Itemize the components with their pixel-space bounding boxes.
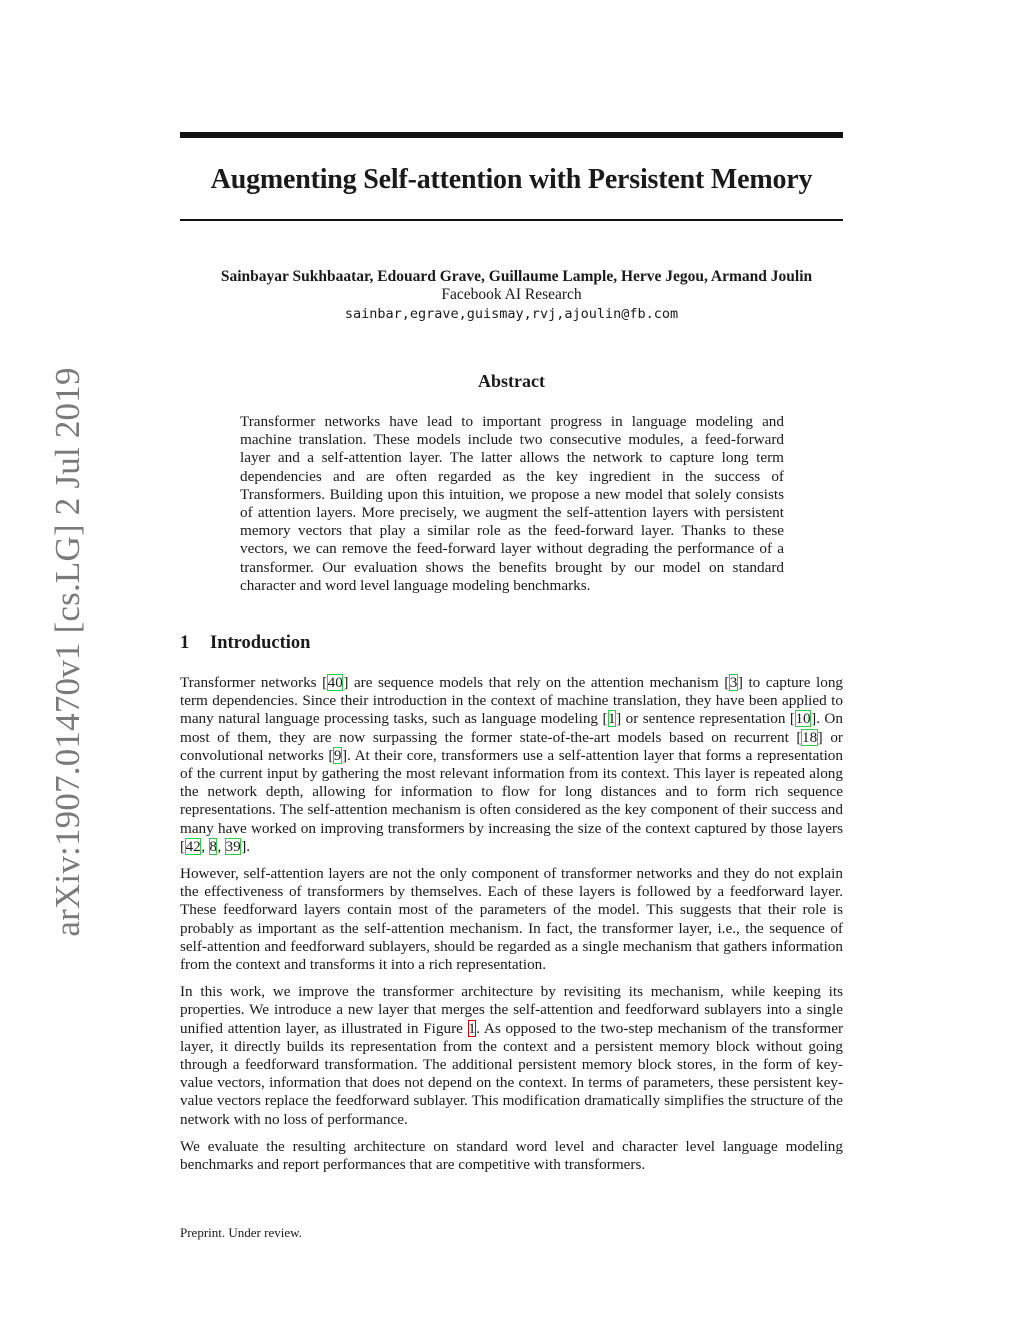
intro-paragraph-3	[180, 983, 843, 1129]
text-run: ] are sequence models that rely on the attention mechanism [	[343, 674, 730, 691]
text-run: ] or convolutional networks [	[180, 728, 843, 764]
citation-link[interactable]: 18	[801, 728, 818, 746]
title-rule-bottom	[180, 219, 843, 221]
citation-link[interactable]: 10	[795, 710, 811, 728]
citation-link[interactable]: 8	[209, 837, 217, 855]
text-run: ,	[217, 837, 226, 855]
text-run: ]. At their core, transformers use a self-attention layer that forms a representation of the current input by gathering the most relevant information from its context. This layer is repeated along the network depth, allowing for information to flow for long distances and to form rich sequence representations. The self-attention mechanism is often considered as the key component of their success and many have worked on improving transformers by increasing the size of the context captured by those layers [	[180, 746, 843, 855]
citation-link[interactable]: 40	[327, 674, 343, 691]
intro-paragraph-4: We evaluate the resulting architecture on standard word level and character level language modeling benchmarks and report performances that are competitive with transformers.	[180, 1137, 843, 1174]
text-run: . As opposed to the two-step mechanism of the transformer layer, it directly builds its representation from the context and a persistent memory block without going through a feedforward transformation. The additional persistent memory block stores, in the form of key-value vectors, information that does not depend on the context. In terms of parameters, these persistent key-value vectors replace the feedforward sublayer. This modification dramatically simplifies the structure of the network with no loss of performance.	[180, 1019, 843, 1128]
text-run: ] or sentence representation [	[616, 710, 795, 728]
abstract-text: Transformer networks have lead to important progress in language modeling and machine translation. These models include two consecutive modules, a feed-forward layer and a self-attention layer. The latter allows the network to capture long term dependencies and are often regarded as the key ingredient in the success of Transformers. Building upon this intuition, we propose a new model that solely consists of attention layers. More precisely, we augment the self-attention layers with persistent memory vectors that play a similar role as the feed-forward layer. Thanks to these vectors, we can remove the feed-forward layer without degrading the performance of a transformer. Our evaluation shows the benefits brought by our model on standard character and word level language modeling benchmarks.	[240, 413, 784, 594]
citation-link[interactable]: 42	[185, 837, 201, 855]
intro-paragraph-1	[180, 674, 843, 856]
section-number: 1	[180, 633, 190, 653]
text-run: In this work, we improve the transformer architecture by revisiting its mechanism, while keeping its properties. We introduce a new layer that merges the self-attention and feedforward sublayers into a single unified attention layer, as illustrated in Figure	[180, 983, 843, 1037]
text-run: ] to capture long term dependencies. Since their introduction in the context of machine translation, they have been applied to many natural language processing tasks, such as language modeling [	[180, 674, 844, 728]
citation-link[interactable]: 9	[333, 746, 342, 764]
introduction-body	[180, 674, 843, 1183]
arxiv-stamp: arXiv:1907.01470v1 [cs.LG] 2 Jul 2019	[48, 367, 87, 937]
citation-link[interactable]: 39	[225, 837, 241, 855]
text-run: ].	[241, 837, 251, 855]
affiliation: Facebook AI Research	[441, 286, 582, 303]
figure-reference-link[interactable]: 1	[468, 1019, 476, 1037]
title-rule-top	[180, 132, 843, 138]
citation-link[interactable]: 3	[729, 674, 738, 691]
author-emails: sainbar,egrave,guismay,rvj,ajoulin@fb.com	[344, 306, 679, 322]
text-run: Transformer networks [	[180, 674, 328, 691]
text-run: ]. On most of them, they are now surpassing the former state-of-the-art models based on recurrent [	[180, 710, 843, 746]
section-title: Introduction	[210, 633, 311, 653]
intro-paragraph-2: However, self-attention layers are not the only component of transformer networks and they do not explain the effectiveness of transformers by themselves. Each of these layers is followed by a feedforward layer. These feedforward layers contain most of the parameters of the model. This suggests that their role is probably as important as the self-attention mechanism. In fact, the transformer layer, i.e., the sequence of self-attention and feedforward sublayers, should be regarded as a single mechanism that gathers information from the context and transforms it into a rich representation.	[180, 865, 843, 974]
paper-title: Augmenting Self-attention with Persistent Memory	[210, 164, 813, 195]
citation-link[interactable]: 1	[608, 710, 616, 728]
preprint-footer: Preprint. Under review.	[180, 1225, 302, 1240]
section-heading-introduction	[180, 631, 310, 655]
text-run: ,	[201, 837, 209, 855]
abstract-heading: Abstract	[478, 371, 545, 391]
author-list: Sainbayar Sukhbaatar, Edouard Grave, Guillaume Lample, Herve Jegou, Armand Joulin	[220, 268, 813, 285]
